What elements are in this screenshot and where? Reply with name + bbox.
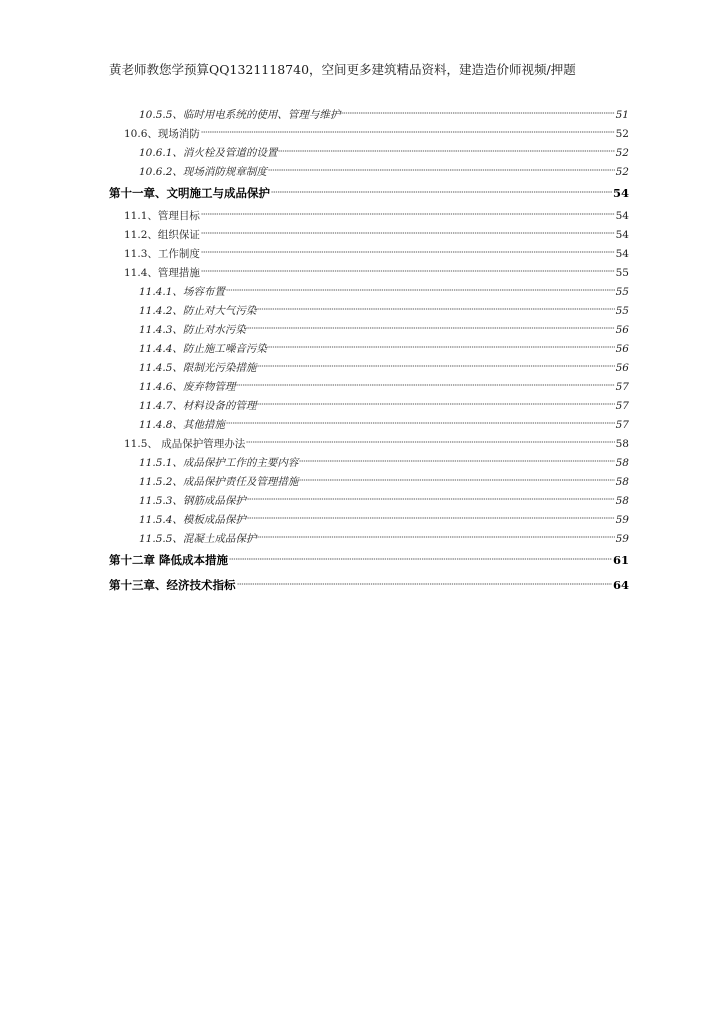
dot-leader xyxy=(247,497,615,501)
toc-entry[interactable] xyxy=(109,397,629,416)
toc-entry[interactable] xyxy=(109,530,629,549)
toc-entry[interactable] xyxy=(109,125,629,144)
dot-leader xyxy=(226,421,615,425)
toc-entry-page-number: 59 xyxy=(615,533,629,545)
toc-entry[interactable] xyxy=(109,182,629,204)
toc-entry-page-number: 57 xyxy=(615,381,629,393)
toc-entry-page-number: 61 xyxy=(612,553,629,567)
toc-entry-page-number: 55 xyxy=(615,286,629,298)
toc-entry-label: 10.6、现场消防 xyxy=(124,128,200,140)
toc-entry[interactable] xyxy=(109,226,629,245)
toc-entry-label: 11.5.1、成品保护工作的主要内容 xyxy=(139,457,299,469)
toc-entry-page-number: 54 xyxy=(615,210,629,222)
toc-entry[interactable] xyxy=(109,492,629,511)
toc-entry-page-number: 58 xyxy=(615,476,629,488)
dot-leader xyxy=(236,383,614,387)
toc-entry-label: 11.4.2、防止对大气污染 xyxy=(139,305,257,317)
toc-entry-page-number: 58 xyxy=(615,457,629,469)
toc-entry[interactable] xyxy=(109,106,629,125)
toc-entry-page-number: 59 xyxy=(615,514,629,526)
toc-entry[interactable] xyxy=(109,435,629,454)
toc-entry-label: 11.4、管理措施 xyxy=(124,267,200,279)
dot-leader xyxy=(201,250,615,254)
toc-entry[interactable] xyxy=(109,302,629,321)
toc-entry[interactable] xyxy=(109,416,629,435)
toc-entry-label: 11.2、组织保证 xyxy=(124,229,200,241)
dot-leader xyxy=(271,190,612,194)
page-header: 黄老师教您学预算QQ1321118740，空间更多建筑精品资料，建造造价师视频/押题 xyxy=(109,62,576,77)
toc-entry-label: 11.4.4、防止施工噪音污染 xyxy=(139,343,267,355)
toc-entry-page-number: 56 xyxy=(615,343,629,355)
dot-leader xyxy=(299,478,614,482)
dot-leader xyxy=(257,535,614,539)
toc-entry-page-number: 52 xyxy=(615,166,629,178)
dot-leader xyxy=(247,516,615,520)
toc-entry-label: 10.6.2、现场消防规章制度 xyxy=(139,166,267,178)
dot-leader xyxy=(229,557,612,561)
toc-entry-label: 11.4.8、其他措施 xyxy=(139,419,225,431)
toc-entry[interactable] xyxy=(109,283,629,302)
toc-entry-page-number: 56 xyxy=(615,362,629,374)
toc-entry[interactable] xyxy=(109,574,629,596)
dot-leader xyxy=(257,402,614,406)
toc-entry[interactable] xyxy=(109,144,629,163)
toc-entry[interactable] xyxy=(109,473,629,492)
toc-entry-page-number: 52 xyxy=(615,128,629,140)
toc-entry-label: 第十三章、经济技术指标 xyxy=(109,578,236,592)
dot-leader xyxy=(341,111,614,115)
dot-leader xyxy=(268,345,615,349)
dot-leader xyxy=(257,364,614,368)
toc-entry-label: 11.4.3、防止对水污染 xyxy=(139,324,246,336)
dot-leader xyxy=(226,288,615,292)
toc-entry-label: 11.4.5、限制光污染措施 xyxy=(139,362,257,374)
toc-entry-label: 11.1、管理目标 xyxy=(124,210,200,222)
toc-entry-label: 11.5.2、成品保护责任及管理措施 xyxy=(139,476,299,488)
toc-entry[interactable] xyxy=(109,340,629,359)
toc-entry[interactable] xyxy=(109,264,629,283)
toc-entry[interactable] xyxy=(109,454,629,473)
toc-entry-label: 第十一章、文明施工与成品保护 xyxy=(109,186,270,200)
toc-entry-page-number: 56 xyxy=(615,324,629,336)
table-of-contents xyxy=(109,106,629,599)
toc-entry-page-number: 58 xyxy=(615,495,629,507)
toc-entry[interactable] xyxy=(109,359,629,378)
toc-entry-label: 11.5、 成品保护管理办法 xyxy=(124,438,246,450)
dot-leader xyxy=(246,440,614,444)
toc-entry[interactable] xyxy=(109,511,629,530)
toc-entry[interactable] xyxy=(109,245,629,264)
toc-entry-page-number: 58 xyxy=(615,438,629,450)
dot-leader xyxy=(257,307,614,311)
toc-entry-label: 11.5.4、模板成品保护 xyxy=(139,514,246,526)
toc-entry-label: 11.5.3、钢筋成品保护 xyxy=(139,495,246,507)
toc-entry[interactable] xyxy=(109,549,629,571)
toc-entry-label: 11.4.7、材料设备的管理 xyxy=(139,400,257,412)
toc-entry-page-number: 55 xyxy=(615,305,629,317)
toc-entry-label: 11.3、工作制度 xyxy=(124,248,200,260)
toc-entry-label: 10.6.1、消火栓及管道的设置 xyxy=(139,147,278,159)
toc-entry[interactable] xyxy=(109,321,629,340)
toc-entry[interactable] xyxy=(109,378,629,397)
toc-entry-page-number: 55 xyxy=(615,267,629,279)
toc-entry-label: 10.5.5、临时用电系统的使用、管理与维护 xyxy=(139,109,341,121)
toc-entry-label: 第十二章 降低成本措施 xyxy=(109,553,229,567)
dot-leader xyxy=(237,582,612,586)
toc-entry-page-number: 57 xyxy=(615,400,629,412)
toc-entry-page-number: 54 xyxy=(615,229,629,241)
toc-entry-label: 11.4.6、废弃物管理 xyxy=(139,381,236,393)
dot-leader xyxy=(201,231,615,235)
toc-entry-label: 11.5.5、混凝土成品保护 xyxy=(139,533,257,545)
toc-entry-page-number: 54 xyxy=(615,248,629,260)
dot-leader xyxy=(201,130,615,134)
toc-entry-page-number: 54 xyxy=(612,186,629,200)
toc-entry-label: 11.4.1、场容布置 xyxy=(139,286,225,298)
toc-entry[interactable] xyxy=(109,163,629,182)
dot-leader xyxy=(299,459,614,463)
toc-entry-page-number: 52 xyxy=(615,147,629,159)
toc-entry-page-number: 51 xyxy=(615,109,629,121)
dot-leader xyxy=(268,168,615,172)
dot-leader xyxy=(247,326,615,330)
toc-entry-page-number: 64 xyxy=(612,578,629,592)
dot-leader xyxy=(201,269,615,273)
dot-leader xyxy=(201,212,615,216)
toc-entry-page-number: 57 xyxy=(615,419,629,431)
toc-entry[interactable] xyxy=(109,207,629,226)
dot-leader xyxy=(278,149,614,153)
